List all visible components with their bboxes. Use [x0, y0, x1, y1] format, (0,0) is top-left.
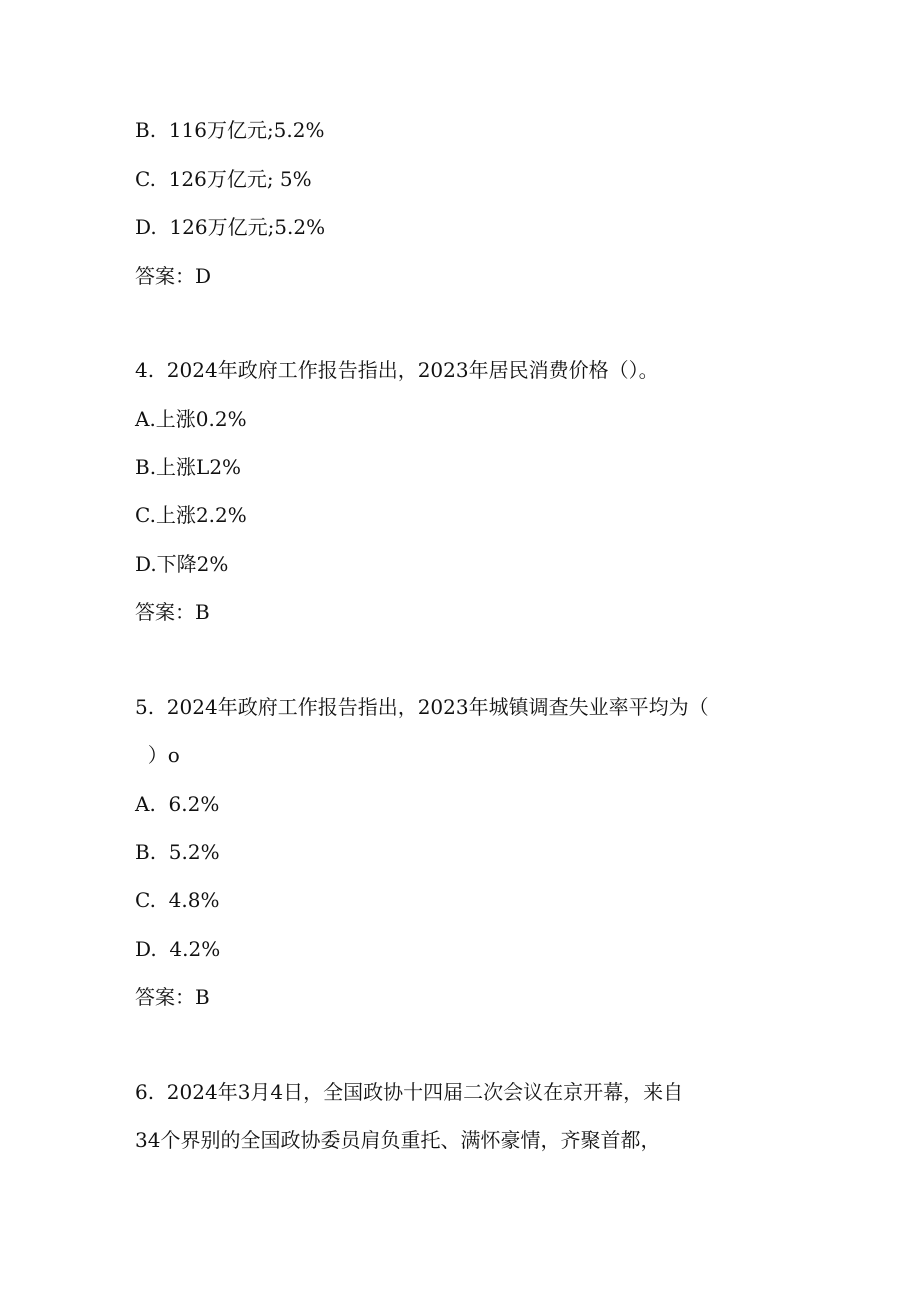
q3-option-d: D. 126万亿元;5.2% [135, 215, 326, 239]
q3-option-c: C. 126万亿元; 5% [135, 167, 312, 191]
q5-option-b: B. 5.2% [135, 840, 220, 864]
q4-stem: 4. 2024年政府工作报告指出，2023年居民消费价格（）。 [135, 358, 659, 382]
q3-answer: 答案：D [135, 264, 212, 288]
q4-option-c: C.上涨2.2% [135, 503, 247, 527]
q3-option-b: B. 116万亿元;5.2% [135, 118, 325, 142]
q5-option-d: D. 4.2% [135, 937, 221, 961]
q5-stem-line1: 5. 2024年政府工作报告指出，2023年城镇调查失业率平均为（ [135, 695, 709, 719]
q5-answer: 答案：B [135, 985, 210, 1009]
q5-option-a: A. 6.2% [135, 792, 220, 816]
q4-answer: 答案：B [135, 600, 210, 624]
q6-stem-line2: 34个界别的全国政协委员肩负重托、满怀豪情，齐聚首都， [135, 1128, 661, 1152]
q5-option-c: C. 4.8% [135, 888, 220, 912]
q5-stem-line2: ）o [135, 743, 180, 767]
q4-option-b: B.上涨L2% [135, 455, 242, 479]
q4-option-d: D.下降2% [135, 552, 229, 576]
q6-stem-line1: 6. 2024年3月4日，全国政协十四届二次会议在京开幕，来自 [135, 1080, 684, 1104]
q4-option-a: A.上涨0.2% [135, 407, 247, 431]
